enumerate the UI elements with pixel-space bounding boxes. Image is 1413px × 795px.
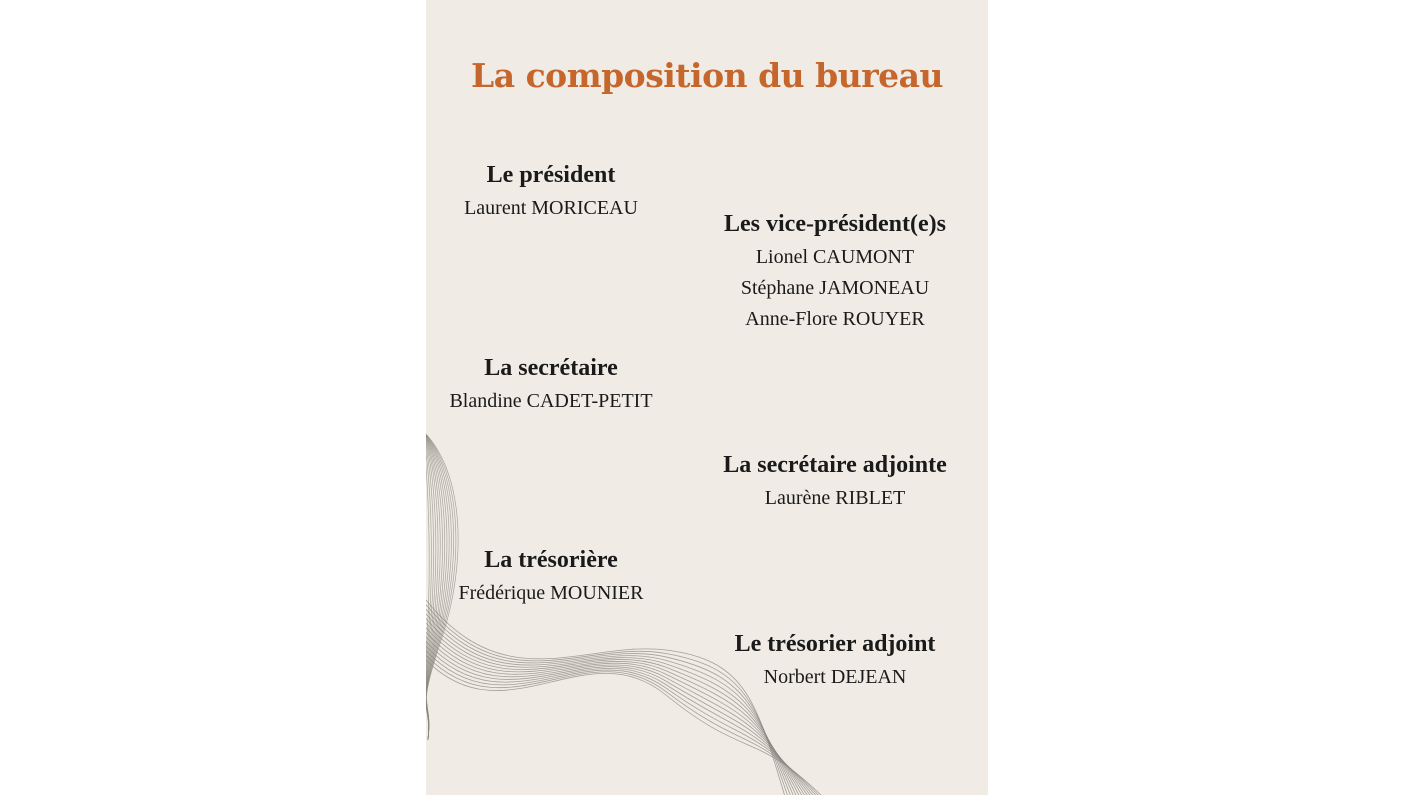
role-title: Les vice-président(e)s bbox=[724, 211, 946, 237]
member-name: Stéphane JAMONEAU bbox=[740, 277, 930, 299]
member-name: Blandine CADET-PETIT bbox=[449, 390, 653, 412]
role-title: La secrétaire bbox=[484, 355, 618, 381]
role-title: Le trésorier adjoint bbox=[734, 631, 936, 657]
role-names bbox=[704, 662, 966, 693]
role-names bbox=[704, 483, 966, 514]
role-secretary bbox=[426, 354, 676, 417]
member-name: Frédérique MOUNIER bbox=[458, 582, 644, 604]
role-title: Le président bbox=[486, 162, 616, 188]
role-vice-presidents bbox=[704, 210, 966, 335]
role-title: La trésorière bbox=[484, 547, 618, 573]
role-names bbox=[426, 193, 676, 224]
role-deputy-secretary bbox=[704, 451, 966, 514]
member-name: Anne-Flore ROUYER bbox=[745, 308, 925, 330]
member-name: Lionel CAUMONT bbox=[755, 246, 915, 268]
page-title: La composition du bureau bbox=[471, 56, 943, 95]
role-names bbox=[426, 578, 676, 609]
role-president bbox=[426, 161, 676, 224]
member-name: Norbert DEJEAN bbox=[763, 666, 907, 688]
role-deputy-treasurer bbox=[704, 630, 966, 693]
document-page bbox=[426, 0, 988, 795]
role-names bbox=[426, 386, 676, 417]
role-treasurer bbox=[426, 546, 676, 609]
member-name: Laurent MORICEAU bbox=[464, 197, 638, 219]
role-names bbox=[704, 242, 966, 335]
member-name: Laurène RIBLET bbox=[764, 487, 906, 509]
role-title: La secrétaire adjointe bbox=[723, 452, 947, 478]
